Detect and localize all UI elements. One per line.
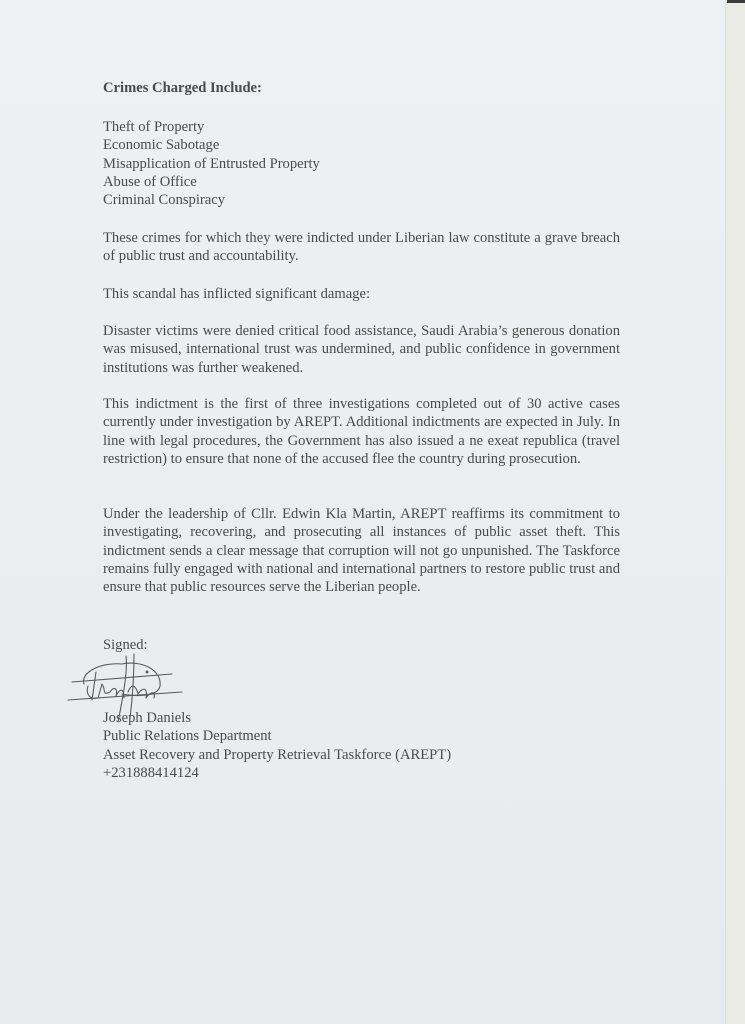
paragraph-leadership: Under the leadership of Cllr. Edwin Kla Martin, AREPT reaffirms its commitment to investigating, recovering, and prosecuting all instances of public asset theft. This indictment sends a clear message that corruption will not go unpunished. The Taskforce remains fully engaged with national and international partners to restore public trust and ensure that public resources serve the Liberian people. <box>103 506 620 596</box>
signatory-phone: +231888414124 <box>103 764 199 781</box>
signatory-name: Joseph Daniels <box>103 710 191 726</box>
crimes-list <box>103 118 320 209</box>
crime-item: Economic Sabotage <box>103 137 220 154</box>
crime-item: Criminal Conspiracy <box>103 192 226 209</box>
crime-item: Abuse of Office <box>103 173 197 190</box>
scan-edge-mark <box>727 0 745 3</box>
crime-item: Theft of Property <box>103 119 205 135</box>
paragraph-investigations: This indictment is the first of three investigations completed out of 30 active cases currently under investigation by AREPT. Additional indictments are expected in July. In line with legal procedures, the Government has also issued a ne exeat republica (travel restriction) to ensure that none of the accused flee the country during prosecution. <box>103 396 620 467</box>
handwritten-signature-icon <box>62 652 202 724</box>
paragraph-damage-intro: This scandal has inflicted significant damage: <box>103 286 371 302</box>
paragraph-damage-details: Disaster victims were denied critical food assistance, Saudi Arabia’s generous donation was misused, international trust was undermined, and public confidence in government institutions was further weakened. <box>103 323 620 376</box>
crime-item: Misapplication of Entrusted Property <box>103 155 320 172</box>
signed-label: Signed: <box>103 637 148 653</box>
signatory-department: Public Relations Department <box>103 728 272 745</box>
paragraph-indictment-law: These crimes for which they were indicted under Liberian law constitute a grave breach of public trust and accountability. <box>103 230 620 265</box>
signatory-organization: Asset Recovery and Property Retrieval Taskforce (AREPT) <box>103 746 452 763</box>
crimes-heading: Crimes Charged Include: <box>103 80 262 96</box>
